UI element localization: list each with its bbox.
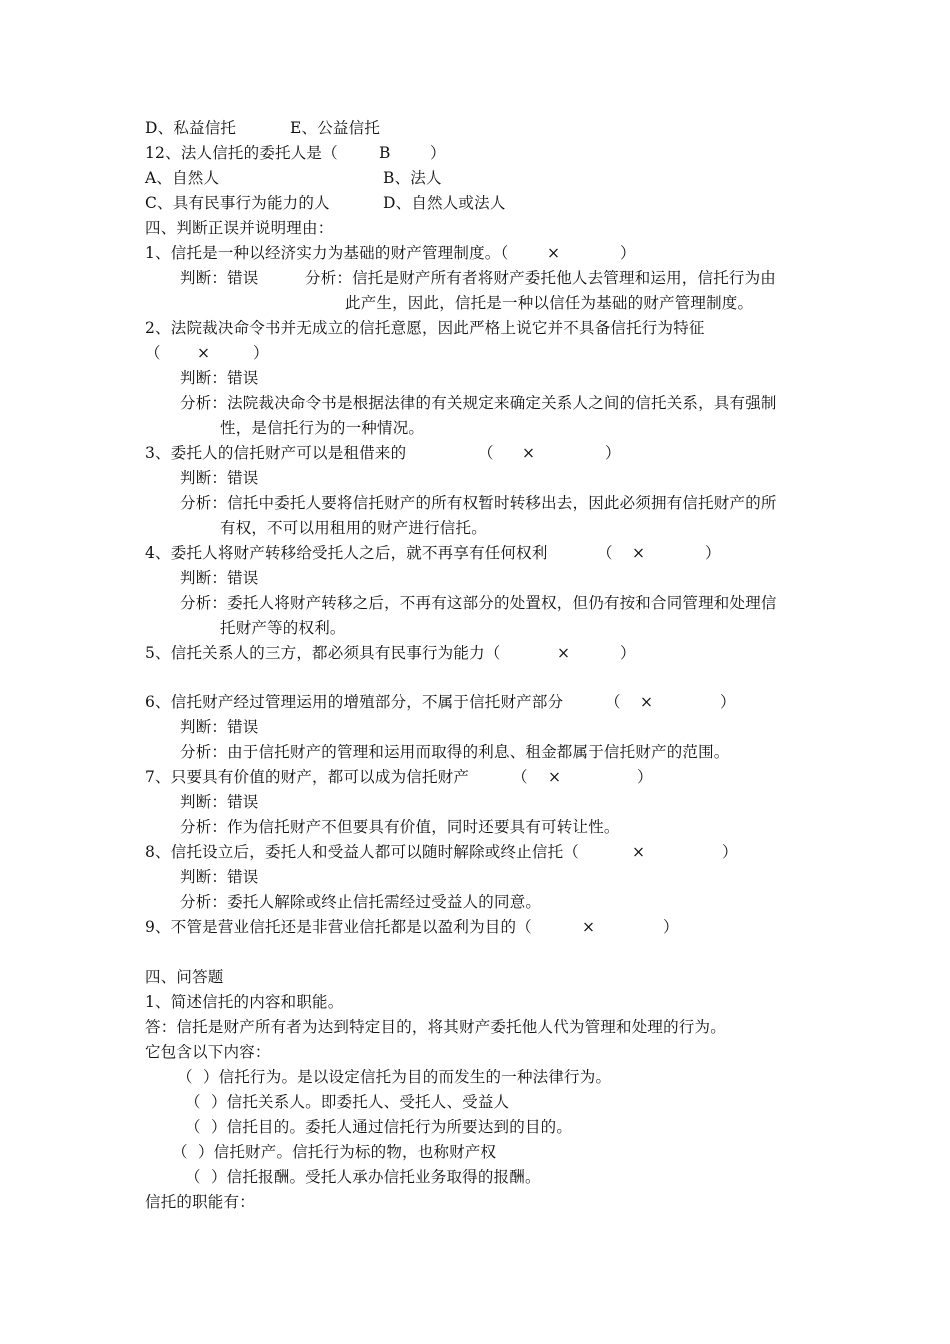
text-segment: 此产生，因此，信托是一种以信任为基础的财产管理制度。 <box>345 294 754 312</box>
text-segment: 性，是信托行为的一种情况。 <box>220 419 425 437</box>
text-segment: 判断：错误 <box>180 269 259 287</box>
text-segment: 答：信托是财产所有者为达到特定目的，将其财产委托他人代为管理和处理的行为。 <box>145 1018 726 1036</box>
text-segment: C、具有民事行为能力的人 <box>145 194 330 212</box>
text-segment: ） <box>620 244 636 262</box>
text-segment: ） <box>605 444 621 462</box>
text-segment: （ ）信托目的。委托人通过信托行为所要达到的目的。 <box>185 1118 573 1136</box>
text-segment: 判断：错误 <box>180 569 259 587</box>
text-segment: × <box>522 444 536 462</box>
text-segment: × <box>547 244 561 262</box>
text-segment: ） <box>663 918 679 936</box>
text-segment: A、自然人 <box>145 169 220 187</box>
text-segment: 1、信托是一种以经济实力为基础的财产管理制度。（ <box>145 244 509 262</box>
text-segment: ） <box>637 768 653 786</box>
text-segment: 3、委托人的信托财产可以是租借来的 <box>145 444 407 462</box>
text-segment: × <box>582 918 596 936</box>
text-segment: （ ）信托财产。信托行为标的物，也称财产权 <box>172 1143 497 1161</box>
text-segment: 它包含以下内容： <box>145 1043 271 1061</box>
text-segment: ） <box>705 544 721 562</box>
text-segment: 判断：错误 <box>180 469 259 487</box>
text-segment: 分析：信托中委托人要将信托财产的所有权暂时转移出去，因此必须拥有信托财产的所 <box>180 494 777 512</box>
text-segment: 信托的职能有： <box>145 1193 255 1211</box>
text-segment: 分析：信托是财产所有者将财产委托他人去管理和运用，信托行为由 <box>305 269 777 287</box>
text-segment: 判断：错误 <box>180 369 259 387</box>
text-segment: 4、委托人将财产转移给受托人之后，就不再享有任何权利 <box>145 544 548 562</box>
text-segment: 1、简述信托的内容和职能。 <box>145 993 344 1011</box>
text-segment: （ ）信托关系人。即委托人、受托人、受益人 <box>185 1093 510 1111</box>
text-segment: 8、信托设立后，委托人和受益人都可以随时解除或终止信托（ <box>145 843 579 861</box>
text-segment: × <box>548 768 562 786</box>
text-segment: 6、信托财产经过管理运用的增殖部分，不属于信托财产部分 <box>145 693 564 711</box>
text-segment: （ ）信托报酬。受托人承办信托业务取得的报酬。 <box>185 1168 541 1186</box>
text-segment: E、公益信托 <box>290 119 381 137</box>
text-segment: ） <box>722 843 738 861</box>
text-segment: × <box>197 344 211 362</box>
text-segment: × <box>640 693 654 711</box>
text-segment: B <box>379 144 391 162</box>
text-segment: 有权，不可以用租用的财产进行信托。 <box>220 519 487 537</box>
text-segment: 托财产等的权利。 <box>220 619 346 637</box>
text-segment: 分析：由于信托财产的管理和运用而取得的利息、租金都属于信托财产的范围。 <box>180 743 730 761</box>
text-segment: 判断：错误 <box>180 718 259 736</box>
text-segment: ） <box>620 644 636 662</box>
text-segment: B、法人 <box>383 169 442 187</box>
text-segment: 7、只要具有价值的财产，都可以成为信托财产 <box>145 768 470 786</box>
text-segment: （ <box>605 693 621 711</box>
text-segment: 四、问答题 <box>145 968 224 986</box>
text-segment: 12、法人信托的委托人是（ <box>145 144 338 162</box>
text-segment: D、私益信托 <box>145 119 237 137</box>
text-segment: ） <box>720 693 736 711</box>
text-segment: 四、判断正误并说明理由： <box>145 219 334 237</box>
text-segment: 分析：委托人将财产转移之后，不再有这部分的处置权，但仍有按和合同管理和处理信 <box>180 594 777 612</box>
text-segment: （ <box>597 544 613 562</box>
text-segment: D、自然人或法人 <box>383 194 506 212</box>
text-segment: 2、法院裁决命令书并无成立的信托意愿，因此严格上说它并不具备信托行为特征 <box>145 319 705 337</box>
text-segment: × <box>632 544 646 562</box>
text-segment: ） <box>253 344 269 362</box>
text-segment: 判断：错误 <box>180 868 259 886</box>
text-segment: 分析：作为信托财产不但要具有价值，同时还要具有可转让性。 <box>180 818 620 836</box>
text-segment: （ ）信托行为。是以设定信托为目的而发生的一种法律行为。 <box>177 1068 612 1086</box>
text-segment: （ <box>512 768 528 786</box>
text-segment: （ <box>478 444 494 462</box>
text-segment: 9、不管是营业信托还是非营业信托都是以盈利为目的（ <box>145 918 532 936</box>
text-segment: 分析：委托人解除或终止信托需经过受益人的同意。 <box>180 893 542 911</box>
text-segment: 5、信托关系人的三方，都必须具有民事行为能力（ <box>145 644 501 662</box>
text-segment: （ <box>145 344 161 362</box>
text-segment: × <box>632 843 646 861</box>
text-segment: × <box>557 644 571 662</box>
text-segment: 分析：法院裁决命令书是根据法律的有关规定来确定关系人之间的信托关系，具有强制 <box>180 394 777 412</box>
text-segment: 判断：错误 <box>180 793 259 811</box>
text-segment: ） <box>430 144 446 162</box>
